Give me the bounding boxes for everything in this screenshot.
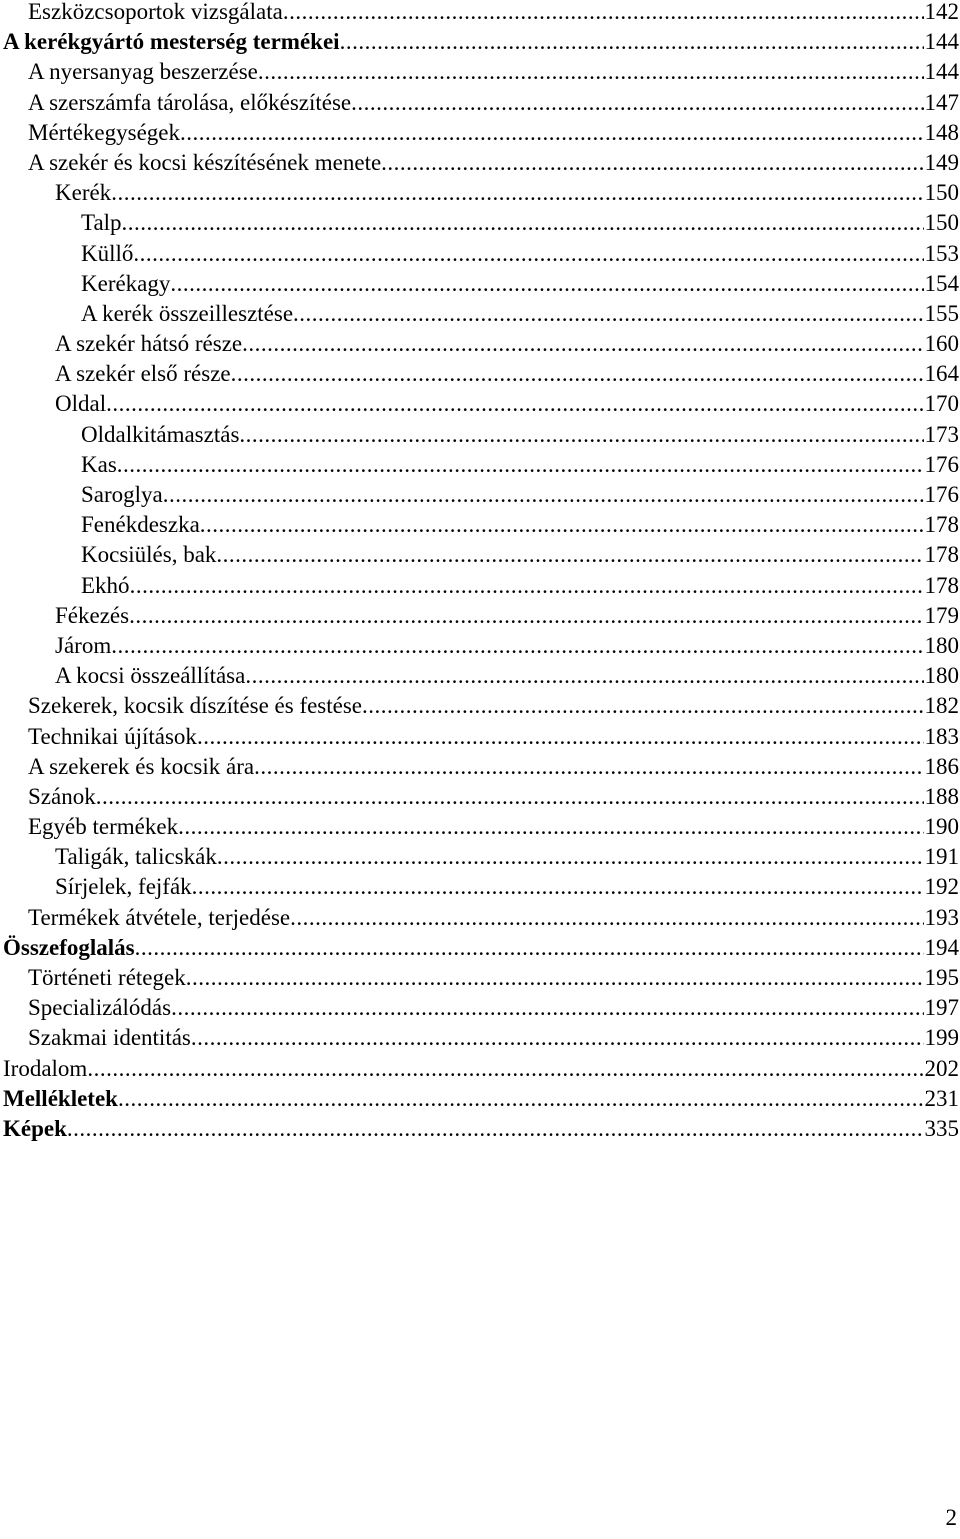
toc-entry-page: 180 [924, 663, 959, 689]
toc-entry-page: 144 [924, 29, 959, 55]
toc-entry-title: Összefoglalás [3, 934, 135, 960]
toc-dot-leader [217, 842, 924, 872]
toc-entry-title: Egyéb termékek [28, 814, 179, 840]
toc-entry-page: 182 [924, 693, 959, 719]
toc-entry-page: 199 [924, 1025, 959, 1051]
toc-dot-leader [178, 812, 923, 842]
toc-entry-title: Mellékletek [3, 1085, 118, 1111]
toc-entry-page: 154 [924, 270, 959, 296]
toc-entry-title: Ekhó [81, 572, 130, 598]
toc-entry-page: 188 [924, 783, 959, 809]
toc-dot-leader [96, 782, 924, 812]
toc-entry-title: A kerékgyártó mesterség termékei [3, 29, 340, 55]
toc-entry-title: Kas [81, 451, 117, 477]
toc-entry-title: Képek [3, 1115, 67, 1141]
toc-entry[interactable] [0, 239, 960, 269]
toc-dot-leader [242, 329, 923, 359]
toc-entry[interactable] [0, 299, 960, 329]
toc-entry-title: A szekerek és kocsik ára [28, 753, 255, 779]
toc-entry-title: Oldalkitámasztás [81, 421, 240, 447]
toc-entry-title: A szekér első része [55, 361, 231, 387]
toc-entry[interactable] [0, 571, 960, 601]
toc-dot-leader [362, 691, 923, 721]
toc-entry-title: Oldal [55, 391, 107, 417]
toc-entry-page: 193 [924, 904, 959, 930]
toc-entry[interactable] [0, 148, 960, 178]
toc-entry-page: 150 [924, 210, 959, 236]
toc-entry[interactable] [0, 88, 960, 118]
toc-entry-title: Szekerek, kocsik díszítése és festése [28, 693, 363, 719]
toc-entry[interactable] [0, 450, 960, 480]
toc-entry-page: 164 [924, 361, 959, 387]
toc-entry[interactable] [0, 0, 960, 27]
toc-dot-leader [290, 903, 923, 933]
toc-entry[interactable] [0, 601, 960, 631]
toc-entry-page: 194 [924, 934, 959, 960]
toc-entry[interactable] [0, 57, 960, 87]
toc-dot-leader [170, 269, 923, 299]
toc-entry-page: 173 [924, 421, 959, 447]
toc-dot-leader [200, 510, 924, 540]
page-number: 2 [945, 1505, 957, 1530]
toc-entry-title: Szakmai identitás [28, 1025, 191, 1051]
toc-dot-leader [351, 88, 923, 118]
toc-entry[interactable] [0, 993, 960, 1023]
toc-entry[interactable] [0, 752, 960, 782]
toc-entry-page: 192 [924, 874, 959, 900]
toc-dot-leader [293, 299, 923, 329]
toc-entry-title: Mértékegységek [28, 119, 180, 145]
toc-entry-page: 147 [924, 89, 959, 115]
toc-entry-title: A kocsi összeállítása [55, 663, 246, 689]
toc-entry-title: Szánok [28, 783, 96, 809]
toc-dot-leader [340, 27, 924, 57]
toc-dot-leader [283, 0, 924, 27]
toc-entry-title: Saroglya [81, 482, 163, 507]
toc-entry-title: A nyersanyag beszerzése [28, 59, 258, 85]
toc-entry-page: 178 [924, 542, 959, 568]
toc-entry-page: 191 [924, 844, 959, 870]
toc-entry[interactable] [0, 540, 960, 570]
toc-entry[interactable] [0, 420, 960, 450]
toc-entry[interactable] [0, 1084, 960, 1114]
toc-entry[interactable] [0, 178, 960, 208]
toc-entry-page: 195 [924, 965, 959, 990]
toc-dot-leader [122, 208, 924, 238]
toc-entry[interactable] [0, 359, 960, 389]
toc-entry-title: Küllő [81, 240, 134, 266]
toc-entry-title: Sírjelek, fejfák [55, 874, 192, 900]
toc-entry[interactable] [0, 631, 960, 661]
toc-entry-page: 142 [924, 0, 959, 24]
toc-dot-leader [133, 239, 923, 269]
toc-entry-page: 178 [924, 572, 959, 598]
toc-dot-leader [135, 933, 924, 963]
toc-entry[interactable] [0, 27, 960, 57]
toc-dot-leader [111, 631, 923, 661]
toc-entry-page: 180 [924, 632, 959, 658]
toc-entry-title: Kerékagy [81, 270, 171, 296]
toc-dot-leader [163, 480, 924, 510]
toc-entry[interactable] [0, 722, 960, 752]
toc-entry-title: Kerék [55, 180, 112, 206]
toc-entry-page: 197 [924, 995, 959, 1021]
toc-dot-leader [186, 963, 924, 993]
toc-entry-title: Technikai újítások [28, 723, 197, 749]
toc-entry-page: 153 [924, 240, 959, 266]
toc-entry-title: Termékek átvétele, terjedése [28, 904, 291, 930]
toc-entry[interactable] [0, 1054, 960, 1084]
toc-entry[interactable] [0, 933, 960, 963]
toc-entry-title: A szekér hátsó része [55, 331, 243, 357]
toc-entry[interactable] [0, 1114, 960, 1144]
toc-entry-page: 190 [924, 814, 959, 840]
toc-entry-title: Taligák, talicskák [55, 844, 217, 870]
toc-entry-title: Fenékdeszka [81, 512, 200, 538]
toc-dot-leader [197, 722, 924, 752]
toc-entry-page: 170 [924, 391, 959, 417]
toc-entry[interactable] [0, 389, 960, 419]
toc-entry[interactable] [0, 480, 960, 510]
toc-dot-leader [118, 1084, 924, 1114]
toc-dot-leader [231, 359, 924, 389]
toc-entry-page: 148 [924, 119, 959, 145]
toc-entry-title: Kocsiülés, bak [81, 542, 217, 568]
toc-entry[interactable] [0, 963, 960, 993]
toc-entry[interactable] [0, 208, 960, 238]
toc-entry-title: A szerszámfa tárolása, előkészítése [28, 89, 352, 115]
toc-entry-page: 179 [924, 602, 959, 628]
toc-entry[interactable] [0, 812, 960, 842]
toc-dot-leader [106, 389, 923, 419]
toc-entry[interactable] [0, 842, 960, 872]
toc-entry-title: Talp [81, 210, 122, 236]
toc-entry-title: Eszközcsoportok vizsgálata [28, 0, 283, 24]
toc-dot-leader [258, 57, 924, 87]
toc-dot-leader [117, 450, 924, 480]
toc-entry-page: 149 [924, 149, 959, 175]
toc-entry[interactable] [0, 510, 960, 540]
toc-entry-title: A kerék összeillesztése [81, 300, 294, 326]
toc-entry[interactable] [0, 691, 960, 721]
toc-dot-leader [171, 993, 923, 1023]
toc-dot-leader [111, 178, 923, 208]
toc-entry[interactable] [0, 872, 960, 902]
toc-entry-page: 176 [924, 451, 959, 477]
toc-dot-leader [192, 872, 924, 902]
toc-dot-leader [216, 540, 923, 570]
toc-entry[interactable] [0, 782, 960, 812]
toc-entry-title: Specializálódás [28, 995, 172, 1021]
toc-dot-leader [191, 1023, 924, 1053]
toc-entry-title: Járom [55, 632, 112, 658]
toc-entry[interactable] [0, 903, 960, 933]
toc-entry-page: 144 [924, 59, 959, 85]
toc-entry-title: A szekér és kocsi készítésének menete [28, 149, 382, 175]
toc-entry-page: 186 [924, 753, 959, 779]
toc-dot-leader [130, 571, 924, 601]
toc-dot-leader [180, 118, 924, 148]
toc-entry[interactable] [0, 661, 960, 691]
toc-dot-leader [239, 420, 923, 450]
toc-entry-page: 231 [924, 1085, 959, 1111]
toc-dot-leader [129, 601, 923, 631]
toc-entry-page: 202 [924, 1055, 959, 1081]
toc-dot-leader [254, 752, 923, 782]
toc-entry-page: 178 [924, 512, 959, 538]
toc-entry-page: 155 [924, 300, 959, 326]
toc-dot-leader [67, 1114, 924, 1144]
toc-entry[interactable] [0, 329, 960, 359]
toc-entry-page: 335 [924, 1115, 959, 1141]
toc-entry-page: 183 [924, 723, 959, 749]
toc-entry-title: Történeti rétegek [28, 965, 186, 990]
toc-entry[interactable] [0, 118, 960, 148]
toc-entry-title: Irodalom [3, 1055, 88, 1081]
toc-entry-title: Fékezés [55, 602, 130, 628]
toc-entry[interactable] [0, 1023, 960, 1053]
toc-dot-leader [245, 661, 923, 691]
toc-dot-leader [87, 1054, 923, 1084]
toc-entry[interactable] [0, 269, 960, 299]
toc-entry-page: 150 [924, 180, 959, 206]
toc-entry-page: 176 [924, 482, 959, 507]
toc-entry-page: 160 [924, 331, 959, 357]
toc-dot-leader [381, 148, 923, 178]
